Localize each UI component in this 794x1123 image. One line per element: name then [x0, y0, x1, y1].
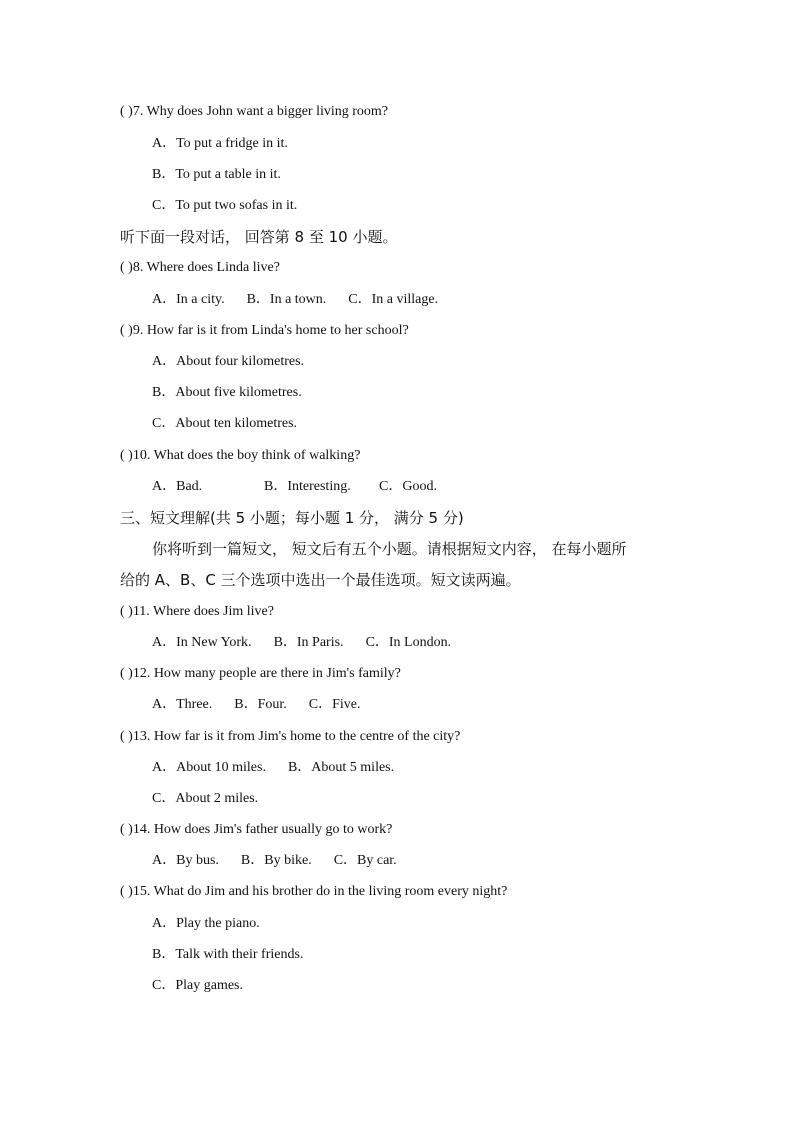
- option-row: [152, 695, 383, 715]
- option: A．In a city.: [152, 292, 225, 307]
- option: B．In Paris.: [273, 635, 344, 650]
- question-stem: ( )13. How far is it from Jim's home to the centre of the city?: [120, 729, 461, 744]
- question-stem: ( )7. Why does John want a bigger living room?: [120, 104, 389, 119]
- option: C．Good.: [379, 479, 437, 494]
- option: A．In New York.: [152, 635, 252, 650]
- option: C．By car.: [333, 853, 397, 868]
- option: B．Talk with their friends.: [152, 947, 304, 962]
- option: B．To put a table in it.: [152, 167, 281, 182]
- section-instruction: 给的 A、B、C 三个选项中选出一个最佳选项。短文读两遍。: [120, 571, 521, 589]
- option: C．About ten kilometres.: [152, 416, 298, 431]
- option: A．About 10 miles.: [152, 760, 266, 775]
- option: C．Five.: [308, 697, 361, 712]
- option: A．Play the piano.: [152, 916, 260, 931]
- option: B．By bike.: [240, 853, 312, 868]
- option: A．By bus.: [152, 853, 219, 868]
- option: C．In London.: [365, 635, 452, 650]
- option: C．To put two sofas in it.: [152, 198, 298, 213]
- option: B．Four.: [234, 697, 287, 712]
- question-stem: ( )10. What does the boy think of walking?: [120, 448, 361, 463]
- option: B．About five kilometres.: [152, 385, 302, 400]
- option: C．In a village.: [348, 292, 439, 307]
- option: B．Interesting.: [264, 479, 351, 494]
- question-stem: ( )15. What do Jim and his brother do in the living room every night?: [120, 884, 508, 899]
- question-stem: ( )12. How many people are there in Jim's family?: [120, 666, 401, 681]
- option-row: [152, 477, 437, 497]
- option-row: [152, 290, 460, 310]
- option: C．About 2 miles.: [152, 791, 259, 806]
- option-row: [152, 758, 416, 778]
- option: B．About 5 miles.: [287, 760, 395, 775]
- option: B．In a town.: [246, 292, 327, 307]
- section-heading: 三、短文理解(共 5 小题；每小题 1 分， 满分 5 分): [120, 509, 464, 527]
- option-row: [152, 851, 419, 871]
- option: C．Play games.: [152, 978, 243, 993]
- option-row: [152, 633, 473, 653]
- option: A．To put a fridge in it.: [152, 136, 288, 151]
- instruction-text: 听下面一段对话， 回答第 8 至 10 小题。: [120, 228, 398, 246]
- question-stem: ( )11. Where does Jim live?: [120, 604, 274, 619]
- question-stem: ( )14. How does Jim's father usually go to work?: [120, 822, 393, 837]
- question-stem: ( )9. How far is it from Linda's home to her school?: [120, 323, 409, 338]
- option: A．Bad.: [152, 479, 203, 494]
- option: A．Three.: [152, 697, 213, 712]
- section-instruction: 你将听到一篇短文， 短文后有五个小题。请根据短文内容， 在每小题所: [152, 540, 627, 558]
- option: A．About four kilometres.: [152, 354, 305, 369]
- question-stem: ( )8. Where does Linda live?: [120, 260, 280, 275]
